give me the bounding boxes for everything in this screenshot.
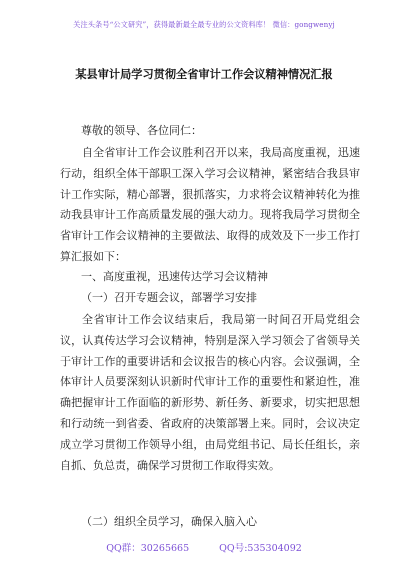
body-paragraph [60,310,360,476]
salutation: 尊敬的领导、各位同仁： [81,124,202,137]
intro-paragraph-text: 自全省审计工作会议胜利召开以来，我局高度重视，迅速行动，组织全体干部职工深入学习会议精神，紧密结合我县审计工作实际，精心部署，狠抓落实，力求将会议精神转化为推动我县审计工作高质量发展的强大动力。现将我局学习贯彻全省审计工作会议精神的主要做法、取得的成效及下一步工作打算汇报如下： [60,146,360,263]
footer-qq-number: QQ号:535304092 [219,543,302,554]
document-title: 某县审计局学习贯彻全省审计工作会议精神情况汇报 [75,67,333,81]
subsection-heading-1-2: （二）组织全员学习，确保入脑入心 [81,515,257,528]
section-heading-1: 一、高度重视，迅速传达学习会议精神 [81,270,268,283]
footer-qq-group: QQ群：30265665 [106,543,190,554]
subsection-heading-1-1: （一）召开专题会议，部署学习安排 [81,291,257,304]
promo-banner: 关注头条号“公文研究”，获得最新最全最专业的公文资料库！ 微信：gongwenyj [73,20,335,29]
intro-paragraph [60,143,360,268]
body-paragraph-text: 全省审计工作会议结束后，我局第一时间召开局党组会议，认真传达学习会议精神，特别是深入学习领会了省领导关于审计工作的重要讲话和会议报告的核心内容。会议强调，全体审计人员要深刻认识新时代审计工作的重要性和紧迫性，准确把握审计工作面临的新形势、新任务、新要求，切实把思想和行动统一到省委、省政府的决策部署上来。同时，会议决定成立学习贯彻工作领导小组，由局党组书记、局长任组长，亲自抓、负总责，确保学习贯彻工作取得实效。 [60,313,360,472]
footer-contact [0,540,408,554]
